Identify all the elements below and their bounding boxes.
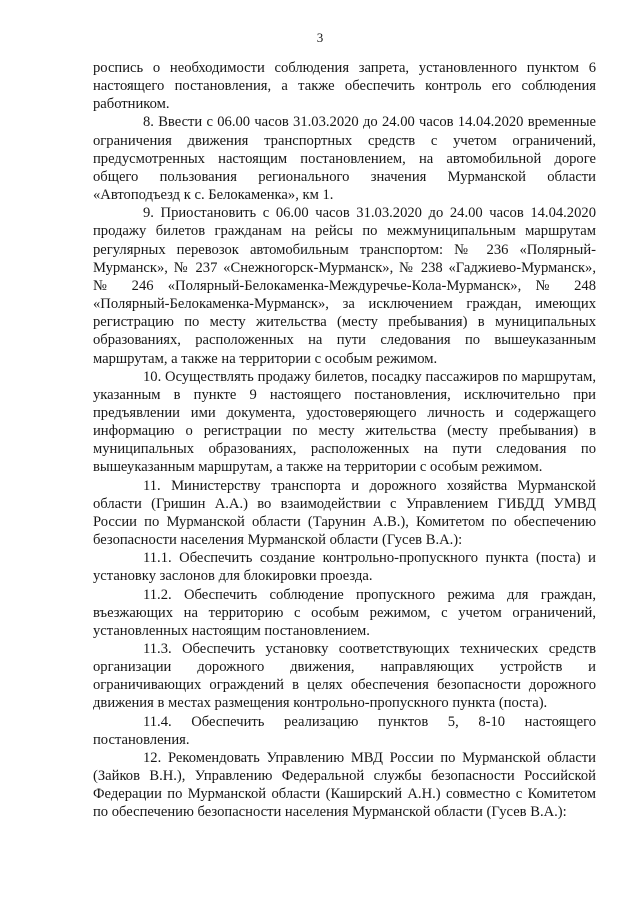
document-body: [93, 59, 596, 822]
paragraph-11-3: 11.3. Обеспечить установку соответствующих технических средств организации дорожного движения, направляющих устройств и ограничивающих ограждений в целях обеспечения безопасности дорожного движения в местах размещения контрольно-пропускного пункта (поста).: [93, 641, 596, 712]
paragraph-11-1: 11.1. Обеспечить создание контрольно-пропускного пункта (поста) и установку заслонов для блокировки проезда.: [93, 550, 596, 585]
paragraph-11-4: 11.4. Обеспечить реализацию пунктов 5, 8-10 настоящего постановления.: [93, 713, 596, 748]
paragraph-8: 8. Ввести с 06.00 часов 31.03.2020 до 24.00 часов 14.04.2020 временные ограничения движения транспортных средств с учетом ограничений, предусмотренных настоящим постановлением, на автомобильной дороге общего пользования регионального значения Мурманской области «Автоподъезд к с. Белокаменка», км 1.: [93, 114, 596, 204]
paragraph-10: 10. Осуществлять продажу билетов, посадку пассажиров по маршрутам, указанным в пункте 9 настоящего постановления, исключительно при предъявлении ими документа, удостоверяющего личность и содержащего информацию о регистрации по месту жительства (месту пребывания) в муниципальных образованиях, расположенных на пути следования по вышеуказанным маршрутам, а также на территории с особым режимом.: [93, 368, 596, 476]
paragraph-9: 9. Приостановить с 06.00 часов 31.03.2020 до 24.00 часов 14.04.2020 продажу билетов гражданам на рейсы по межмуниципальным маршрутам регулярных перевозок автомобильным транспортом: № 236 «Полярный-Мурманск», № 237 «Снежногорск-Мурманск», № 238 «Гаджиево-Мурманск», № 246 «Полярный-Белокаменка-Междуречье-Кола-Мурманск», № 248 «Полярный-Белокаменка-Мурманск», за исключением граждан, имеющих регистрацию по месту жительства (месту пребывания) в муниципальных образованиях, расположенных на пути следования по вышеуказанным маршрутам, а также на территории с особым режимом.: [93, 205, 596, 367]
page-number: 3: [316, 30, 324, 45]
paragraph-12: 12. Рекомендовать Управлению МВД России по Мурманской области (Зайков В.Н.), Управлению Федеральной службы безопасности Российской Федерации по Мурманской области (Каширский А.Н.) совместно с Комитетом по обеспечению безопасности населения Мурманской области (Гусев В.А.):: [93, 749, 596, 821]
paragraph-11-2: 11.2. Обеспечить соблюдение пропускного режима для граждан, въезжающих на территорию с особым режимом, с учетом ограничений, установленных настоящим постановлением.: [93, 586, 596, 639]
paragraph-7-continuation: роспись о необходимости соблюдения запрета, установленного пунктом 6 настоящего постановления, а также обеспечить контроль его соблюдения работником.: [93, 60, 596, 113]
paragraph-11: 11. Министерству транспорта и дорожного хозяйства Мурманской области (Гришин А.А.) во взаимодействии с Управлением ГИБДД УМВД России по Мурманской области (Тарунин А.В.), Комитетом по обеспечению безопасности населения Мурманской области (Гусев В.А.):: [93, 477, 596, 549]
